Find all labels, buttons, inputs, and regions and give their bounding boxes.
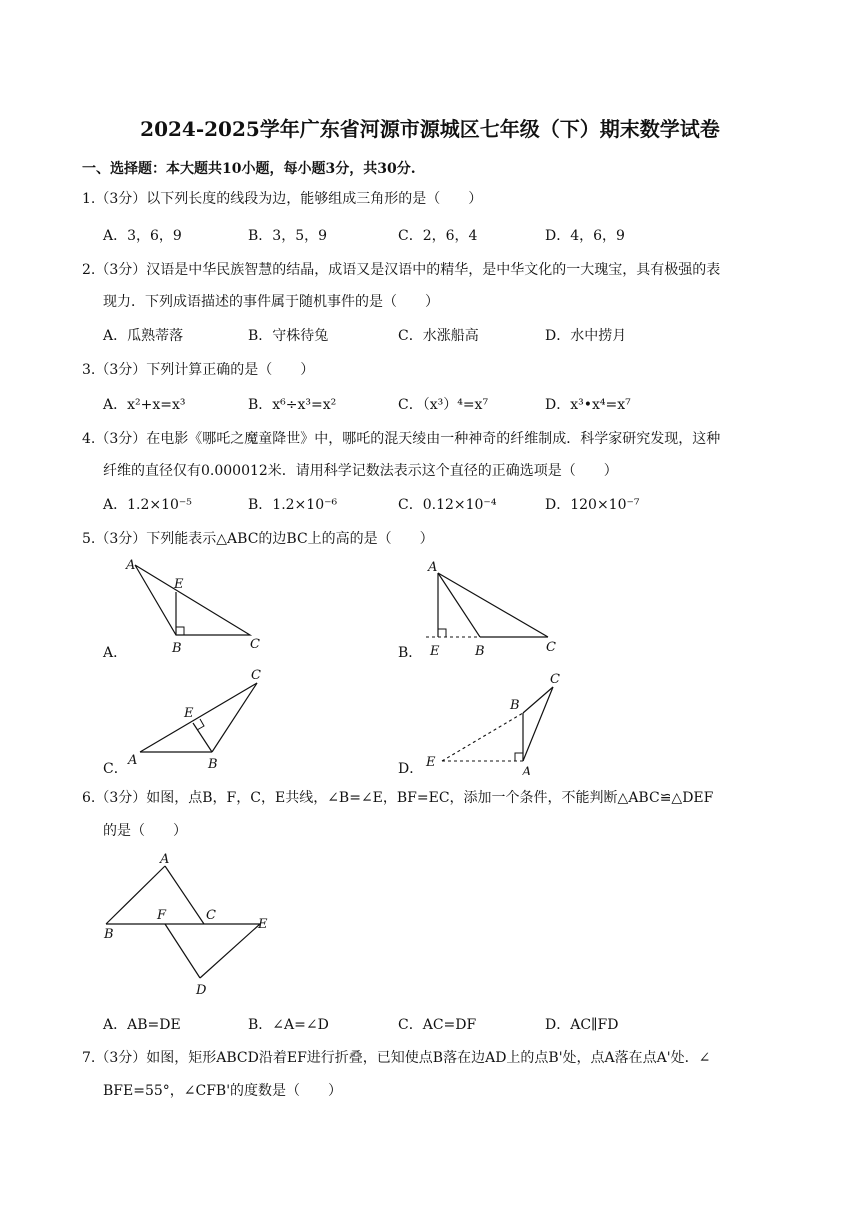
question-6: 6.（3分）如图，点B，F，C，E共线，∠B=∠E，BF=EC，添加一个条件，不能判断△ABC≌△DEF (82, 790, 714, 806)
q6-figure (100, 848, 280, 998)
label-e: E (184, 706, 194, 721)
label-c: C (251, 668, 261, 683)
q6-option-c[interactable]: C．AC=DF (398, 1017, 477, 1033)
q5-figure-c (120, 665, 280, 775)
q5-option-d[interactable]: D． (398, 761, 424, 777)
label-e: E (426, 755, 436, 770)
question-2-cont: 现力．下列成语描述的事件属于随机事件的是（ ） (103, 294, 439, 310)
label-c: C (250, 637, 260, 652)
label-e: E (174, 577, 184, 592)
q4-option-c[interactable]: C．0.12×10⁻⁴ (398, 497, 497, 513)
q6-option-d[interactable]: D．AC∥FD (545, 1017, 619, 1033)
q3-option-d[interactable]: D．x³•x⁴=x⁷ (545, 397, 631, 413)
q5-figure-d (420, 665, 580, 775)
label-b: B (104, 927, 114, 942)
question-4-cont: 纤维的直径仅有0.000012米．请用科学记数法表示这个直径的正确选项是（ ） (103, 463, 618, 479)
label-b: B (208, 757, 218, 772)
q1-option-b[interactable]: B．3，5，9 (248, 228, 328, 244)
q4-option-a[interactable]: A．1.2×10⁻⁵ (103, 497, 192, 513)
q5-figure-b (420, 555, 580, 665)
label-a: A (522, 765, 532, 775)
q2-option-d[interactable]: D．水中捞月 (545, 328, 627, 344)
label-c: C (206, 908, 216, 923)
q5-option-b[interactable]: B． (398, 645, 423, 661)
q2-option-a[interactable]: A．瓜熟蒂落 (103, 328, 184, 344)
label-e: E (258, 917, 268, 932)
label-a: A (160, 852, 170, 867)
question-7-cont: BFE=55°，∠CFB'的度数是（ ） (103, 1083, 343, 1099)
label-c: C (546, 640, 556, 655)
question-7: 7.（3分）如图，矩形ABCD沿着EF进行折叠，已知使点B落在边AD上的点B'处，点A落在点A'处．∠ (82, 1050, 711, 1066)
page-title: 2024-2025学年广东省河源市源城区七年级（下）期末数学试卷 (140, 117, 720, 141)
label-a: A (126, 558, 136, 573)
section-heading: 一、选择题：本大题共10小题，每小题3分，共30分. (82, 161, 416, 177)
question-4: 4.（3分）在电影《哪吒之魔童降世》中，哪吒的混天绫由一种神奇的纤维制成．科学家研究发现，这种 (82, 431, 721, 447)
q1-option-d[interactable]: D．4，6，9 (545, 228, 625, 244)
q1-option-c[interactable]: C．2，6，4 (398, 228, 478, 244)
q6-option-a[interactable]: A．AB=DE (103, 1017, 181, 1033)
question-5: 5.（3分）下列能表示△ABC的边BC上的高的是（ ） (82, 531, 434, 547)
q3-option-c[interactable]: C．（x³）⁴=x⁷ (398, 397, 489, 413)
q3-option-a[interactable]: A．x²+x=x³ (103, 397, 186, 413)
q4-option-b[interactable]: B．1.2×10⁻⁶ (248, 497, 338, 513)
q2-option-c[interactable]: C．水涨船高 (398, 328, 479, 344)
q2-option-b[interactable]: B．守株待兔 (248, 328, 329, 344)
q6-option-b[interactable]: B．∠A=∠D (248, 1017, 329, 1033)
label-a: A (428, 560, 438, 575)
q5-figure-a (120, 555, 280, 665)
label-c: C (550, 672, 560, 687)
q5-option-a[interactable]: A． (103, 645, 128, 661)
question-6-cont: 的是（ ） (103, 823, 187, 839)
label-b: B (172, 641, 182, 656)
question-3: 3.（3分）下列计算正确的是（ ） (82, 362, 315, 378)
q4-option-d[interactable]: D．120×10⁻⁷ (545, 497, 640, 513)
question-1: 1.（3分）以下列长度的线段为边，能够组成三角形的是（ ） (82, 191, 483, 207)
label-a: A (128, 753, 138, 768)
q3-option-b[interactable]: B．x⁶÷x³=x² (248, 397, 337, 413)
label-b: B (475, 644, 485, 659)
q5-option-c[interactable]: C． (103, 761, 128, 777)
label-f: F (157, 908, 167, 923)
question-2: 2.（3分）汉语是中华民族智慧的结晶，成语又是汉语中的精华，是中华文化的一大瑰宝，具有极强的表 (82, 262, 721, 278)
label-d: D (196, 983, 207, 998)
label-b: B (510, 698, 520, 713)
q1-option-a[interactable]: A．3，6，9 (103, 228, 182, 244)
label-e: E (430, 644, 440, 659)
